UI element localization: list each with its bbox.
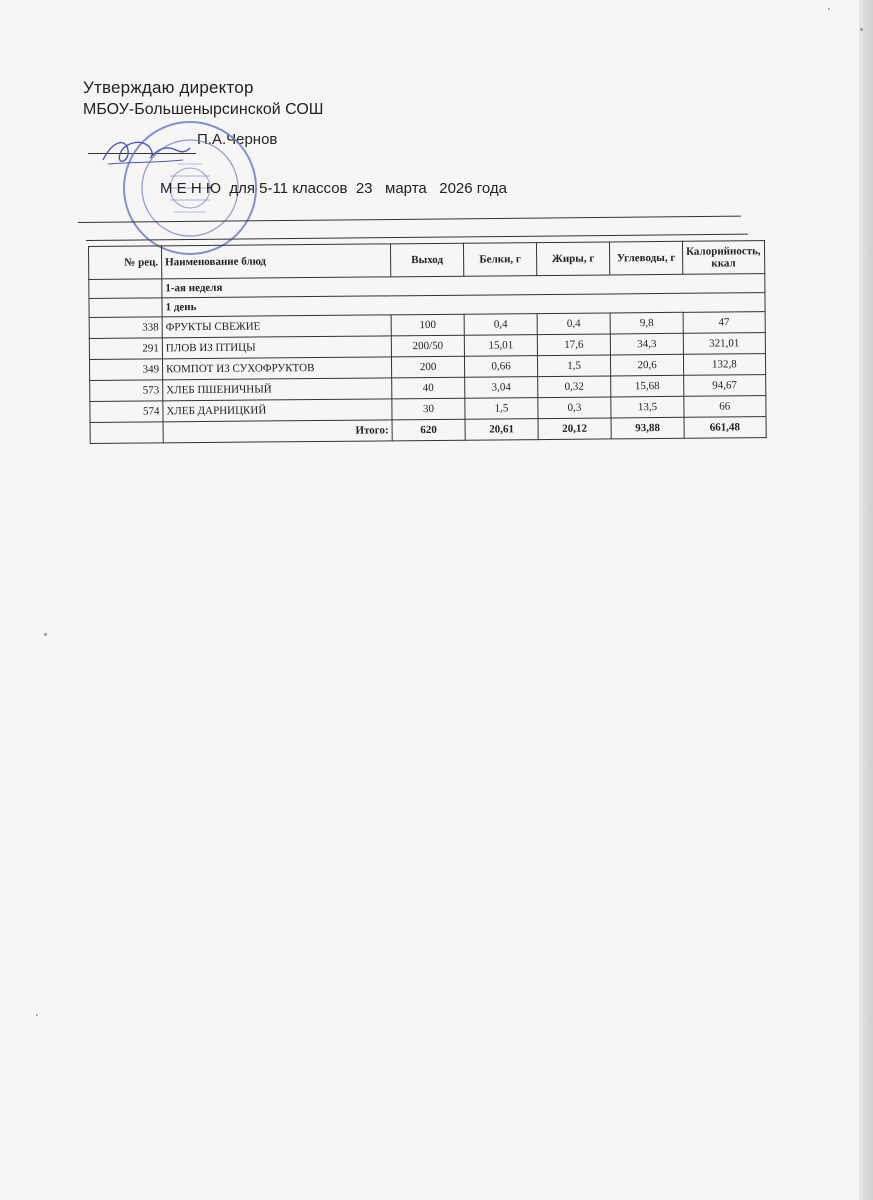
col-header-output: Выход [390,243,463,277]
calorie-value: 321,01 [683,333,765,355]
calorie-value: 47 [683,312,765,334]
protein-value: 1,5 [465,398,538,420]
carb-value: 13,5 [611,396,684,418]
output-value: 40 [392,377,465,399]
recipe-number: 338 [89,317,162,339]
carb-value: 9,8 [610,312,683,334]
approval-line-2: МБОУ-Большенырсинской СОШ [83,101,324,118]
scan-speck [44,633,47,636]
output-value: 30 [392,398,465,420]
fat-value: 0,32 [538,376,611,398]
total-fats: 20,12 [538,418,611,440]
col-header-fats: Жиры, г [536,242,609,276]
col-header-proteins: Белки, г [463,243,536,277]
recipe-number: 573 [90,380,163,402]
calorie-value: 132,8 [683,354,765,376]
protein-value: 15,01 [464,335,537,357]
calorie-value: 94,67 [684,375,766,397]
col-header-carbs: Углеводы, г [609,241,682,275]
approval-line-1: Утверждаю директор [83,78,254,97]
col-header-recipe-number: № рец. [89,246,162,280]
output-value: 100 [391,314,464,336]
total-output: 620 [392,419,465,441]
total-row [90,417,766,444]
director-signature [98,132,193,172]
total-proteins: 20,61 [465,419,538,441]
director-name: П.А.Чернов [197,131,278,148]
dish-name: ПЛОВ ИЗ ПТИЦЫ [162,336,391,359]
menu-table [88,240,766,444]
scan-speck [860,28,863,31]
page-edge-shadow [859,0,873,1200]
recipe-number: 574 [90,401,163,423]
output-value: 200/50 [391,335,464,357]
scan-speck [828,8,830,10]
output-value: 200 [391,356,464,378]
protein-value: 3,04 [465,377,538,399]
day-label: 1 день [162,293,765,317]
dish-name: КОМПОТ ИЗ СУХОФРУКТОВ [162,357,391,380]
calorie-value: 66 [684,396,766,418]
scan-speck [36,1014,38,1016]
dish-name: ХЛЕБ ПШЕНИЧНЫЙ [163,378,392,401]
total-label: Итого: [163,420,392,443]
carb-value: 34,3 [610,333,683,355]
carb-value: 20,6 [610,354,683,376]
dish-name: ХЛЕБ ДАРНИЦКИЙ [163,399,392,422]
fat-value: 0,3 [538,397,611,419]
total-carbs: 93,88 [611,417,684,439]
protein-value: 0,66 [464,356,537,378]
total-calories: 661,48 [684,417,766,439]
recipe-number: 291 [89,338,162,360]
menu-title: М Е Н Ю для 5-11 классов 23 марта 2026 года [160,180,508,197]
fat-value: 17,6 [537,334,610,356]
carb-value: 15,68 [611,375,684,397]
fat-value: 0,4 [537,313,610,335]
fat-value: 1,5 [537,355,610,377]
dish-name: ФРУКТЫ СВЕЖИЕ [162,315,391,338]
protein-value: 0,4 [464,314,537,336]
menu-table-wrapper [88,240,766,444]
recipe-number: 349 [89,359,162,381]
week-label: 1-ая неделя [162,274,765,298]
col-header-dish-name: Наименование блюд [162,244,391,279]
col-header-calories: Калорийность, ккал [682,241,764,275]
